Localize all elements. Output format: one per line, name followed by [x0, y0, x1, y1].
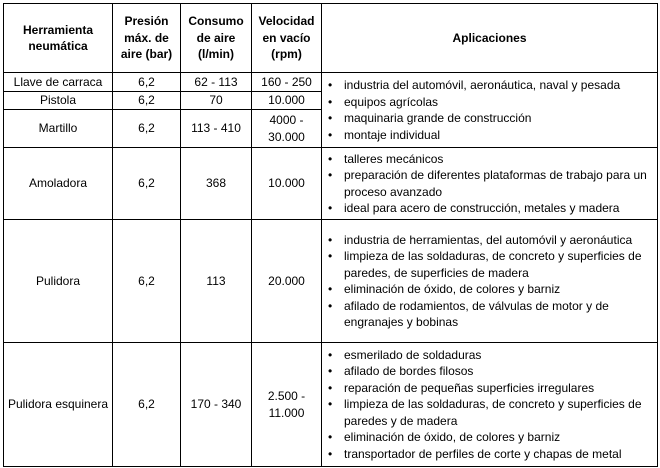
consumption-value: 170 - 340 — [181, 343, 252, 467]
pressure-value: 6,2 — [113, 92, 181, 110]
applications-cell — [322, 343, 658, 467]
tool-name: Llave de carraca — [4, 73, 113, 92]
speed-value: 160 - 250 — [252, 73, 322, 92]
speed-value: 2.500 - 11.000 — [252, 343, 322, 467]
speed-value: 4000 - 30.000 — [252, 110, 322, 148]
table-row — [4, 148, 658, 220]
header-row — [4, 4, 658, 73]
pressure-value: 6,2 — [113, 148, 181, 220]
list-item: • eliminación de óxido, de colores y barniz — [328, 429, 654, 446]
list-item: • talleres mecánicos — [328, 151, 654, 168]
table-row — [4, 73, 658, 92]
list-item: • industria de herramientas, del automóvil y aeronáutica — [328, 232, 654, 249]
header-tool: Herramienta neumática — [4, 4, 113, 73]
applications-list — [328, 77, 654, 143]
pressure-value: 6,2 — [113, 110, 181, 148]
list-item: • preparación de diferentes plataformas de trabajo para un proceso avanzado — [328, 167, 654, 200]
consumption-value: 70 — [181, 92, 252, 110]
applications-cell — [322, 220, 658, 343]
header-pressure: Presión máx. de aire (bar) — [113, 4, 181, 73]
table-row — [4, 220, 658, 343]
applications-list — [328, 232, 654, 331]
list-item: • reparación de pequeñas superficies irregulares — [328, 380, 654, 397]
list-item: • limpieza de las soldaduras, de concreto y superficies de paredes, de superficies de madera — [328, 248, 654, 281]
list-item: • transportador de perfiles de corte y chapas de metal — [328, 446, 654, 463]
table-row — [4, 343, 658, 467]
pressure-value: 6,2 — [113, 220, 181, 343]
tool-name: Pulidora esquinera — [4, 343, 113, 467]
header-applications: Aplicaciones — [322, 4, 658, 73]
applications-list — [328, 347, 654, 463]
consumption-value: 113 — [181, 220, 252, 343]
speed-value: 10.000 — [252, 148, 322, 220]
tool-name: Pistola — [4, 92, 113, 110]
consumption-value: 368 — [181, 148, 252, 220]
consumption-value: 62 - 113 — [181, 73, 252, 92]
tool-name: Amoladora — [4, 148, 113, 220]
list-item: • limpieza de las soldaduras, de concreto y superficies de paredes y de madera — [328, 396, 654, 429]
list-item: • equipos agrícolas — [328, 94, 654, 111]
list-item: • afilado de bordes filosos — [328, 363, 654, 380]
applications-cell — [322, 73, 658, 148]
list-item: • esmerilado de soldaduras — [328, 347, 654, 364]
list-item: • afilado de rodamientos, de válvulas de motor y de engranajes y bobinas — [328, 298, 654, 331]
header-consumption: Consumo de aire (l/min) — [181, 4, 252, 73]
tool-name: Pulidora — [4, 220, 113, 343]
list-item: • eliminación de óxido, de colores y barniz — [328, 281, 654, 298]
applications-cell — [322, 148, 658, 220]
consumption-value: 113 - 410 — [181, 110, 252, 148]
list-item: • maquinaria grande de construcción — [328, 110, 654, 127]
speed-value: 10.000 — [252, 92, 322, 110]
pressure-value: 6,2 — [113, 73, 181, 92]
speed-value: 20.000 — [252, 220, 322, 343]
list-item: • industria del automóvil, aeronáutica, naval y pesada — [328, 77, 654, 94]
applications-list — [328, 151, 654, 217]
list-item: • ideal para acero de construcción, metales y madera — [328, 200, 654, 217]
tools-table — [3, 3, 658, 467]
header-speed: Velocidad en vacío (rpm) — [252, 4, 322, 73]
pressure-value: 6,2 — [113, 343, 181, 467]
tool-name: Martillo — [4, 110, 113, 148]
list-item: • montaje individual — [328, 127, 654, 144]
